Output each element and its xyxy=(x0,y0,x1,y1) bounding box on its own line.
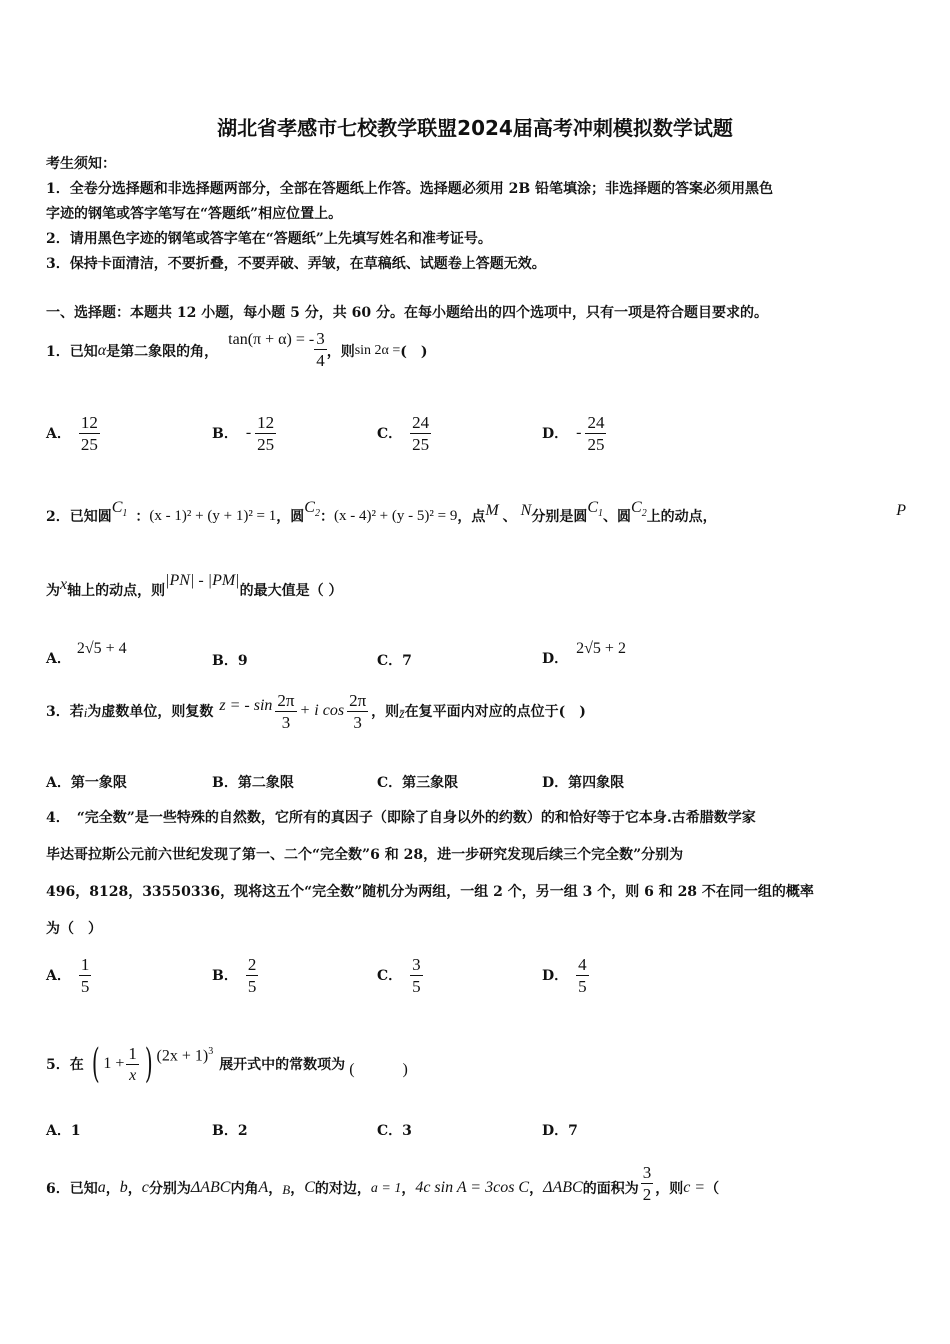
q5-option-d: D．7 xyxy=(542,1123,578,1139)
q2-option-a: A． 2√5 + 4 xyxy=(46,640,127,667)
question-2: 2．已知圆 $C_1$ ： (x - 1)² + (y + 1)² = 1 ，圆 $C_2$ ： (x - 4)² + (y - 5)² = 9 ，点 M 、 N 分别是圆 $C_1$ 、圆 $C_2$ 上的动点， P xyxy=(46,498,906,525)
q1-alpha: α xyxy=(97,342,107,359)
q4-line-3: 496，8128，33550336，现将这五个“完全数”随机分为两组，一组 2 个，另一组 3 个，则 6 和 28 不在同一组的概率 xyxy=(46,884,814,900)
q3-fraction-1: $\frac{2\pi}{3}$ xyxy=(277,690,295,732)
q5-option-a: A．1 xyxy=(46,1123,81,1139)
q3-z-expr: z = - sin xyxy=(219,697,273,714)
q6-fraction: $\frac{3}{2}$ xyxy=(642,1162,652,1204)
q2-option-d: D． 2√5 + 2 xyxy=(542,640,626,667)
q1-mid2: ，则 xyxy=(326,344,355,360)
notice-heading: 考生须知： xyxy=(46,156,116,172)
q2-circle1-eq: (x - 1)² + (y + 1)² = 1 xyxy=(149,507,277,524)
q2-c2: $C_2$ xyxy=(304,498,320,520)
q3-option-d: D．第四象限 xyxy=(542,775,625,791)
q4-line-4: 为（ ） xyxy=(46,921,102,937)
q1-sin-expr: sin 2α = xyxy=(354,343,401,358)
q4-option-b: B． $\frac{2}{5}$ xyxy=(212,954,257,996)
question-3: 3．若 i 为虚数单位，则复数 z = - sin $\frac{2\pi}{3}$ + i cos $\frac{2\pi}{3}$ ，则 z̄ 在复平面内对应的点位于( ) xyxy=(46,690,586,732)
question-5: 5．在 ( 1 + $\frac{1}{x}$ ) $(2x + 1)^3$ 展开式中的常数项为 ( ) xyxy=(46,1041,408,1087)
q5-binomial: $(2x + 1)^3$ xyxy=(156,1046,214,1065)
q3-fraction-2: $\frac{2\pi}{3}$ xyxy=(349,690,367,732)
q2-c1: $C_1$ xyxy=(111,498,128,520)
q1-option-a: A． $\frac{12}{25}$ xyxy=(46,412,98,454)
q5-right-paren: ) xyxy=(144,1041,153,1087)
q5-left-paren: ( xyxy=(91,1041,100,1087)
q2-option-c: C．7 xyxy=(377,653,412,669)
q1-option-c-fraction: $\frac{24}{25}$ xyxy=(412,412,430,454)
question-2-line-2: 为 x 轴上的动点，则 |PN| - |PM| 的最大值是（ ） xyxy=(46,572,343,599)
section-heading: 一、选择题：本题共 12 小题，每小题 5 分，共 60 分。在每小题给出的四个选项中，只有一项是符合题目要求的。 xyxy=(46,305,768,321)
q2-option-b: B．9 xyxy=(212,653,248,669)
q1-option-b: B． - $\frac{12}{25}$ xyxy=(212,412,275,454)
q1-option-a-fraction: $\frac{12}{25}$ xyxy=(80,412,98,454)
q3-option-a: A．第一象限 xyxy=(46,775,127,791)
q1-option-b-fraction: $\frac{12}{25}$ xyxy=(257,412,275,454)
question-6: 6．已知 a ， b ， c 分别为 ΔABC 内角 A ， B ， C 的对边， a = 1 ， 4c sin A = 3cos C ， ΔABC 的面积为 $\frac{3}{2}$ ，则 c = （ xyxy=(46,1162,720,1204)
q2-circle2-eq: (x - 4)² + (y - 5)² = 9 xyxy=(333,507,458,524)
q1-option-c: C． $\frac{24}{25}$ xyxy=(377,412,430,454)
q1-end: ( ) xyxy=(400,344,428,360)
q4-line-2: 毕达哥拉斯公元前六世纪发现了第一、二个“完全数”6 和 28，进一步研究发现后续三个完全数”分别为 xyxy=(46,847,684,863)
notice-line-1b: 字迹的钢笔或答字笔写在“答题纸”相应位置上。 xyxy=(46,206,343,222)
q4-option-d: D． $\frac{4}{5}$ xyxy=(542,954,587,996)
q6-equation: 4c sin A = 3cos C xyxy=(415,1179,530,1196)
q4-option-a: A． $\frac{1}{5}$ xyxy=(46,954,90,996)
q4-option-c: C． $\frac{3}{5}$ xyxy=(377,954,421,996)
q1-option-d-fraction: $\frac{24}{25}$ xyxy=(587,412,605,454)
q5-option-b: B．2 xyxy=(212,1123,248,1139)
q1-tan-expr: tan(π + α) = - xyxy=(228,331,315,348)
q4-line-1: 4． “完全数”是一些特殊的自然数，它所有的真因子（即除了自身以外的约数）的和恰好等于它本身.古希腊数学家 xyxy=(46,810,756,826)
q5-option-c: C．3 xyxy=(377,1123,412,1139)
q1-mid: 是第二象限的角， xyxy=(106,344,219,360)
q1-option-d: D． - $\frac{24}{25}$ xyxy=(542,412,605,454)
question-1 xyxy=(46,326,428,376)
q1-pre: 1．已知 xyxy=(46,344,98,360)
notice-line-2: 2．请用黑色字迹的钢笔或答字笔在“答题纸”上先填写姓名和准考证号。 xyxy=(46,231,492,247)
q3-option-b: B．第二象限 xyxy=(212,775,294,791)
q2-abs-expr: |PN| - |PM| xyxy=(165,572,240,589)
q1-fraction: $\frac{3}{4}$ xyxy=(316,328,325,370)
q5-fraction: $\frac{1}{x}$ xyxy=(128,1043,137,1084)
notice-line-3: 3．保持卡面清洁，不要折叠，不要弄破、弄皱，在草稿纸、试题卷上答题无效。 xyxy=(46,256,546,272)
page-title: 湖北省孝感市七校教学联盟2024届高考冲刺模拟数学试题 xyxy=(217,116,733,140)
q3-option-c: C．第三象限 xyxy=(377,775,459,791)
notice-line-1a: 1．全卷分选择题和非选择题两部分，全部在答题纸上作答。选择题必须用 2B 铅笔填涂；非选择题的答案必须用黑色 xyxy=(46,181,774,197)
